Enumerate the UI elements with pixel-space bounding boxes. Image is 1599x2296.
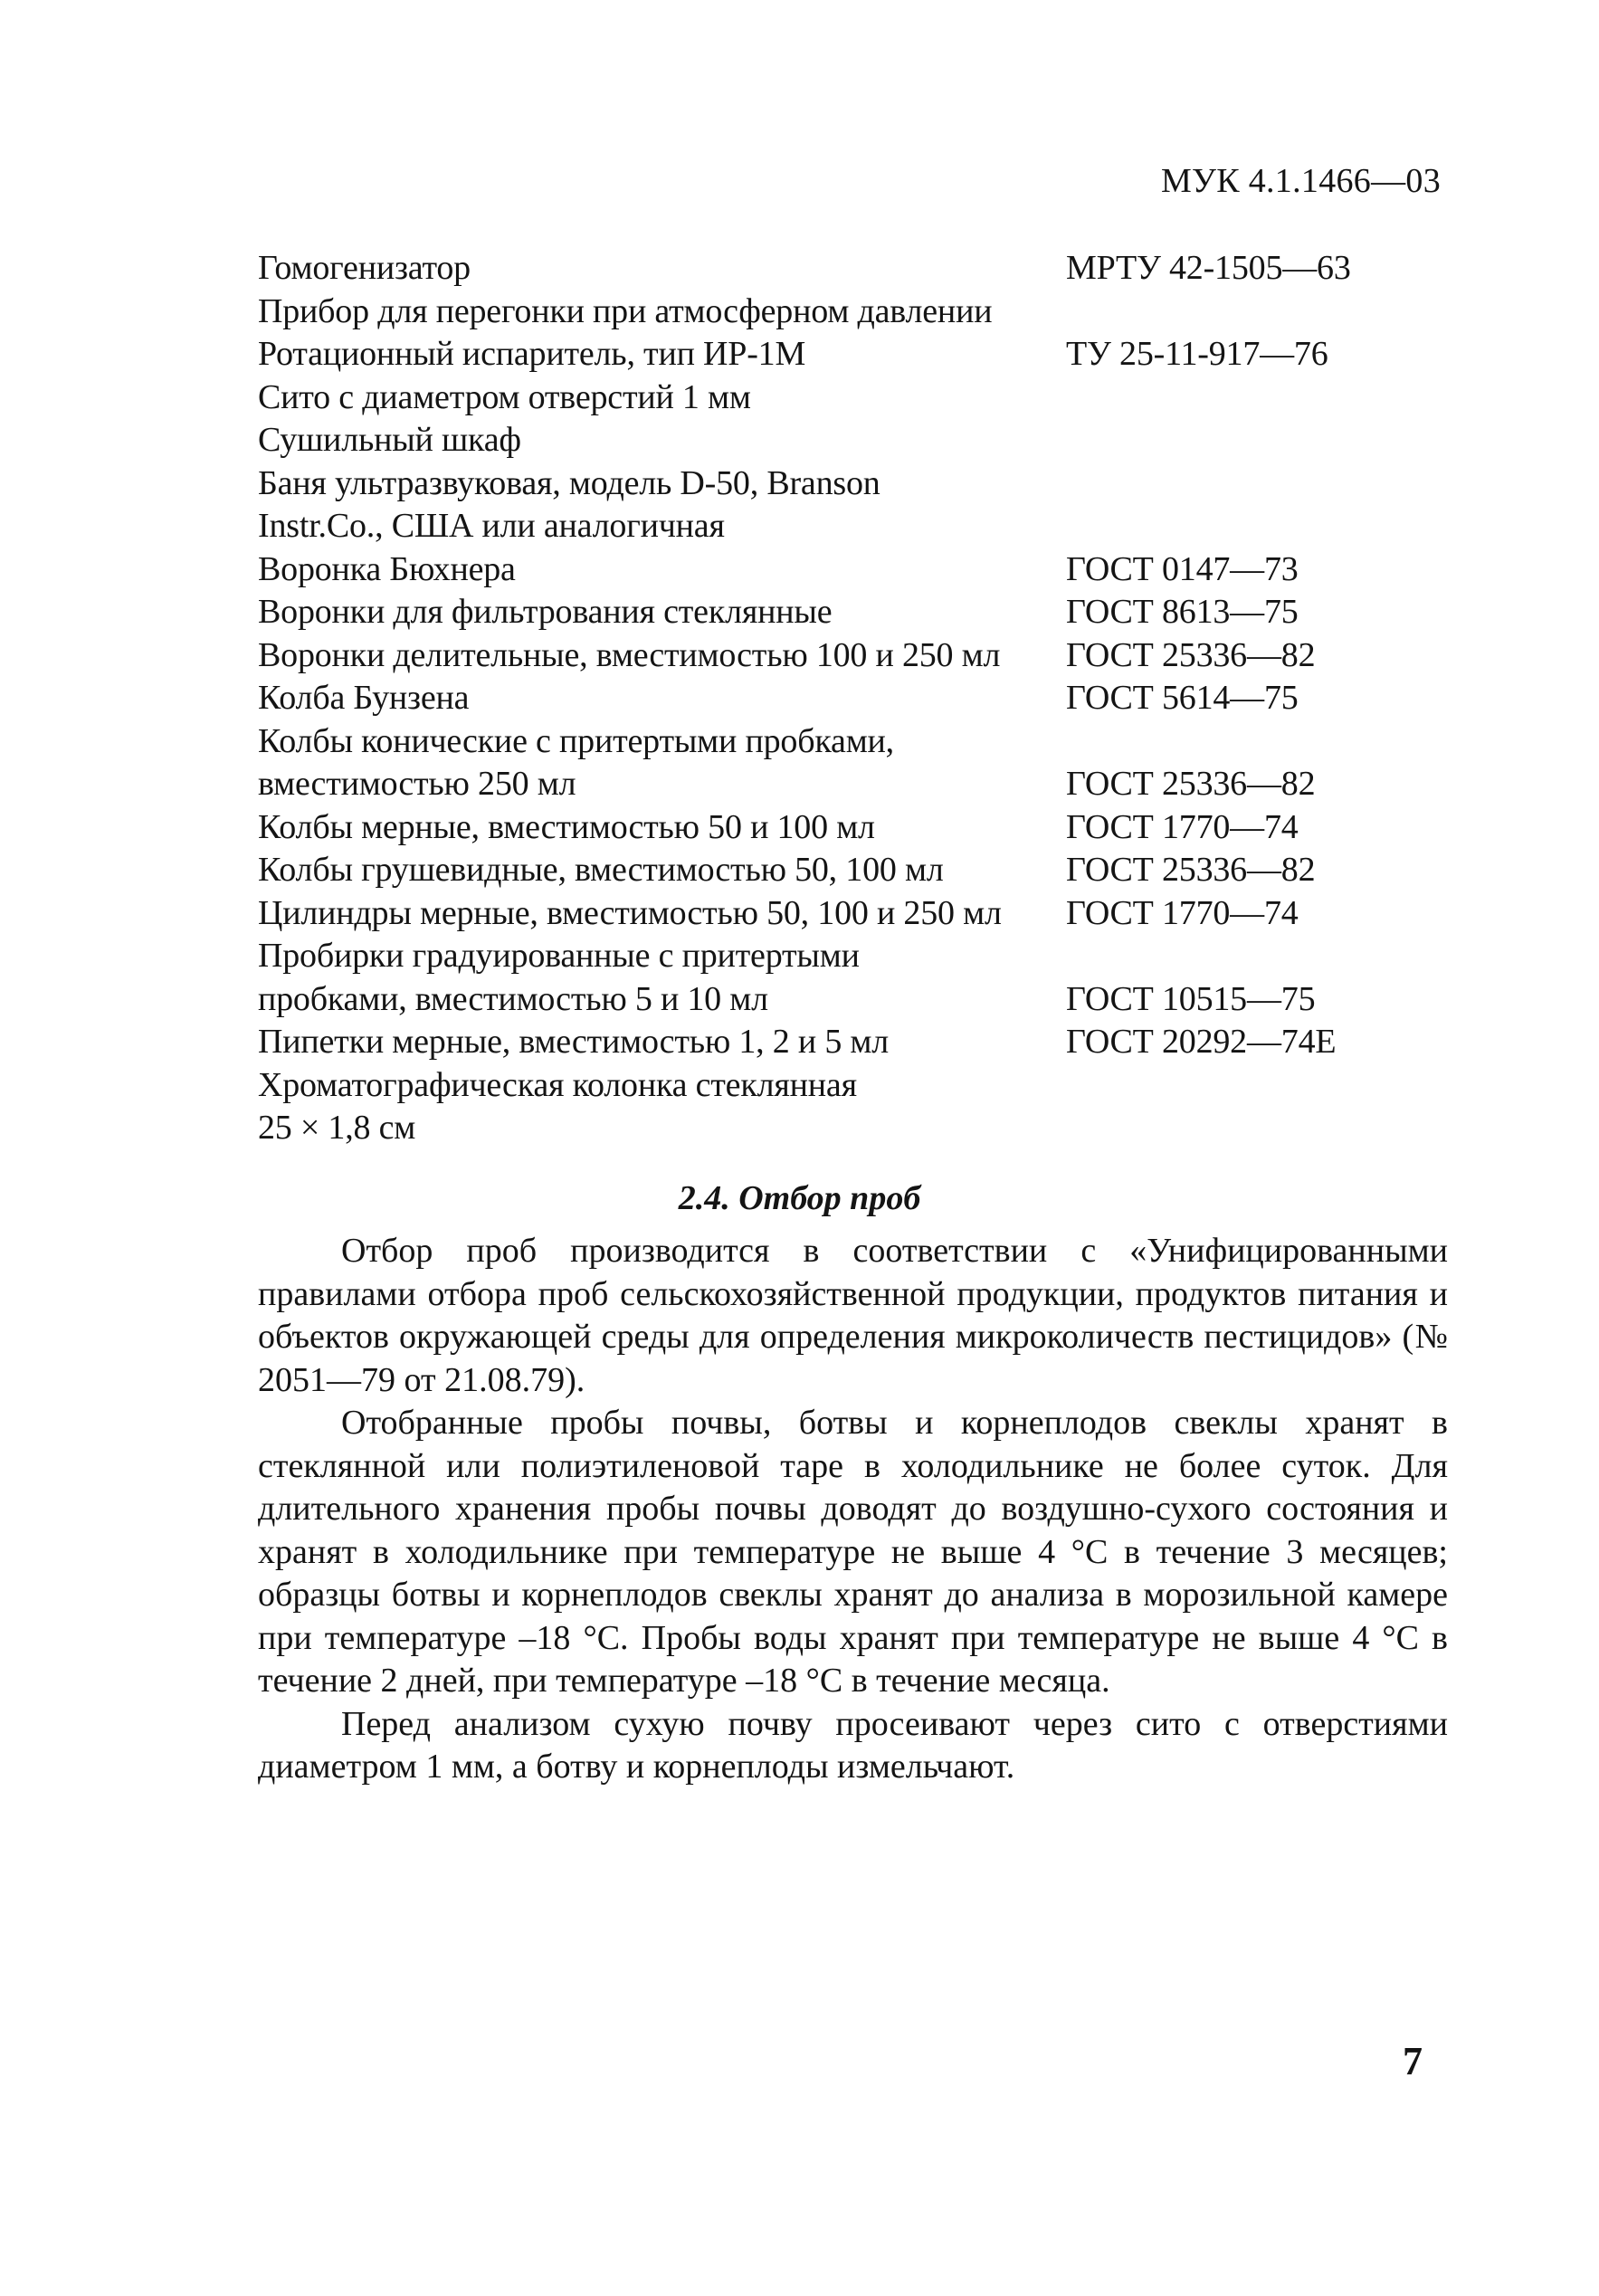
- section-body: [258, 1230, 1448, 1789]
- equipment-row: [258, 935, 1416, 978]
- equipment-name: Прибор для перегонки при атмосферном давлении: [258, 291, 993, 330]
- equipment-name: Instr.Co., США или аналогичная: [258, 507, 725, 545]
- equipment-name: Баня ультразвуковая, модель D-50, Branson: [258, 463, 880, 502]
- equipment-name: Воронки делительные, вместимостью 100 и 250 мл: [258, 635, 1001, 674]
- equipment-name: Гомогенизатор: [258, 249, 471, 287]
- equipment-row: [258, 376, 1416, 420]
- equipment-standard: ГОСТ 1770—74: [1066, 807, 1299, 846]
- equipment-name: вместимостью 250 мл: [258, 765, 576, 803]
- equipment-name: Пробирки градуированные с притертыми: [258, 937, 860, 975]
- document-code-header: МУК 4.1.1466—03: [1160, 162, 1441, 200]
- equipment-row: [258, 419, 1416, 462]
- equipment-name: Ротационный испаритель, тип ИР-1М: [258, 335, 806, 373]
- equipment-row: [258, 591, 1416, 634]
- equipment-name: Сушильный шкаф: [258, 421, 521, 459]
- equipment-row: [258, 291, 1416, 334]
- equipment-standard: ГОСТ 8613—75: [1066, 593, 1299, 631]
- equipment-name: Воронка Бюхнера: [258, 549, 516, 588]
- equipment-row: [258, 247, 1416, 291]
- equipment-standard: ГОСТ 0147—73: [1066, 549, 1299, 588]
- equipment-row: [258, 1064, 1416, 1108]
- equipment-row: [258, 720, 1416, 764]
- equipment-name: Колбы мерные, вместимостью 50 и 100 мл: [258, 807, 875, 846]
- equipment-standard: ГОСТ 25336—82: [1066, 765, 1316, 803]
- section-title: 2.4. Отбор проб: [678, 1179, 921, 1217]
- equipment-standard: ГОСТ 25336—82: [1066, 635, 1316, 674]
- equipment-name: Воронки для фильтрования стеклянные: [258, 593, 833, 631]
- equipment-row: [258, 505, 1416, 548]
- equipment-row: [258, 763, 1416, 806]
- equipment-name: Колбы конические с притертыми пробками,: [258, 721, 894, 760]
- equipment-row: [258, 548, 1416, 592]
- equipment-row: [258, 849, 1416, 892]
- equipment-name: 25 × 1,8 см: [258, 1109, 416, 1147]
- paragraph: Отбор проб производится в соответствии с «Унифицированными правилами отбора проб сельскохозяйственной продукции, продуктов питания и объектов окружающей среды для определения микроколичеств пестицидов» (№ 2051—79 от 21.08.79).: [258, 1232, 1448, 1399]
- equipment-name: Колбы грушевидные, вместимостью 50, 100 мл: [258, 851, 944, 889]
- equipment-standard: ГОСТ 1770—74: [1066, 893, 1299, 932]
- equipment-row: [258, 634, 1416, 678]
- equipment-row: [258, 333, 1416, 376]
- equipment-name: Пипетки мерные, вместимостью 1, 2 и 5 мл: [258, 1023, 890, 1061]
- equipment-name: Цилиндры мерные, вместимостью 50, 100 и 250 мл: [258, 893, 1002, 932]
- equipment-row: [258, 462, 1416, 506]
- equipment-row: [258, 892, 1416, 936]
- paragraph: Перед анализом сухую почву просеивают через сито с отверстиями диаметром 1 мм, а ботву и корнеплоды измельчают.: [258, 1704, 1448, 1786]
- equipment-standard: ГОСТ 25336—82: [1066, 851, 1316, 889]
- equipment-name: Сито с диаметром отверстий 1 мм: [258, 377, 751, 416]
- equipment-name: пробками, вместимостью 5 и 10 мл: [258, 979, 768, 1018]
- equipment-row: [258, 806, 1416, 850]
- equipment-standard: ГОСТ 5614—75: [1066, 679, 1299, 717]
- equipment-row: [258, 978, 1416, 1022]
- equipment-row: [258, 1107, 1416, 1150]
- equipment-standard: ТУ 25-11-917—76: [1066, 335, 1328, 373]
- equipment-name: Хроматографическая колонка стеклянная: [258, 1065, 857, 1104]
- equipment-row: [258, 677, 1416, 720]
- equipment-standard: ГОСТ 20292—74Е: [1066, 1023, 1337, 1061]
- equipment-standard: ГОСТ 10515—75: [1066, 979, 1316, 1018]
- equipment-standard: МРТУ 42-1505—63: [1066, 249, 1351, 287]
- equipment-name: Колба Бунзена: [258, 679, 470, 717]
- equipment-list: [258, 247, 1416, 1150]
- page-number: 7: [1403, 2039, 1423, 2083]
- paragraph: Отобранные пробы почвы, ботвы и корнеплодов свеклы хранят в стеклянной или полиэтиленовой таре в холодильнике не более суток. Для длительного хранения пробы почвы доводят до воздушно-сухого состояния и хранят в холодильнике при температуре не выше 4 °С в течение 3 месяцев; образцы ботвы и корнеплодов свеклы хранят до анализа в морозильной камере при температуре –18 °С. Пробы воды хранят при температуре не выше 4 °С в течение 2 дней, при температуре –18 °С в течение месяца.: [258, 1404, 1448, 1700]
- equipment-row: [258, 1021, 1416, 1064]
